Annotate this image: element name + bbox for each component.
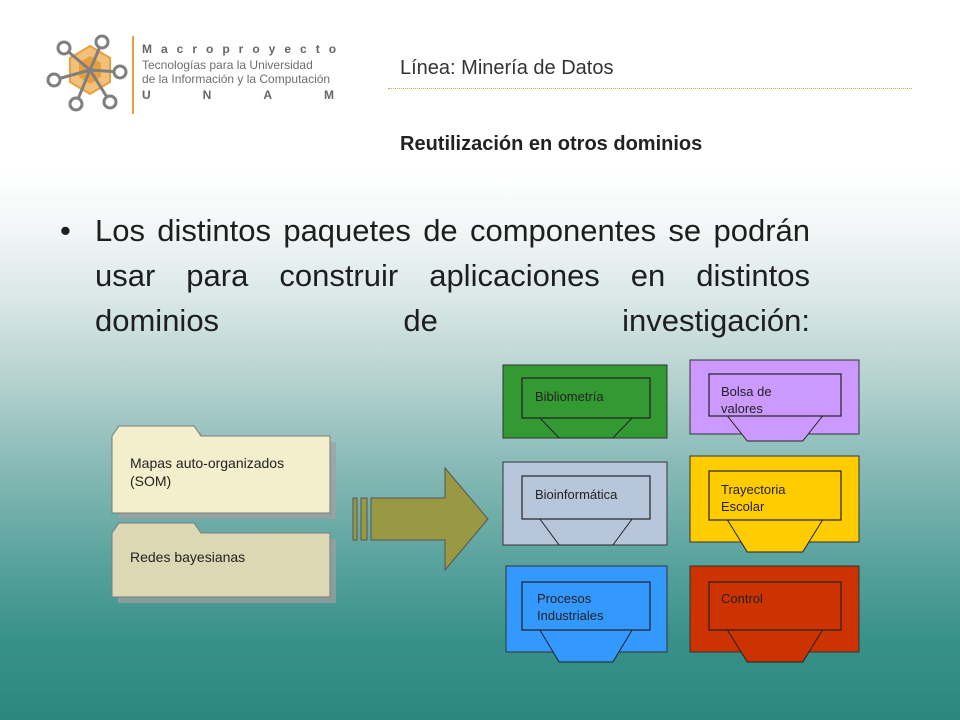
brand-title: Macroproyecto <box>142 42 346 56</box>
package-label-bayes: Redes bayesianas <box>130 549 246 565</box>
domain-label-control: Control <box>721 591 763 606</box>
domain-label-bioinformatica: Bioinformática <box>535 487 618 502</box>
domain-label-bibliometria: Bibliometría <box>535 389 604 404</box>
brand-initials-text: UNAM <box>142 88 386 102</box>
package-label-som: Mapas auto-organizados (SOM) <box>130 455 285 489</box>
slide-title: Reutilización en otros dominios <box>400 133 703 155</box>
domain-box-control <box>690 566 859 662</box>
bullet-text: Los distintos paquetes de componentes se podrán usar para construir aplicaciones en distintos dominios de investigación: <box>95 213 810 338</box>
brand-line-2: de la Información y la Computación <box>142 72 331 86</box>
domain-label-bolsa: Bolsa de valores <box>721 384 772 416</box>
reuse-arrow <box>353 468 488 570</box>
domain-box-bioinformatica <box>503 462 667 545</box>
domain-label-procesos: Procesos Industriales <box>537 591 604 623</box>
bullet-dot: • <box>60 213 71 248</box>
section-line: Línea: Minería de Datos <box>400 57 614 79</box>
brand-line-1: Tecnologías para la Universidad <box>142 58 313 72</box>
domain-label-trayectoria: Trayectoria Escolar <box>721 482 786 514</box>
